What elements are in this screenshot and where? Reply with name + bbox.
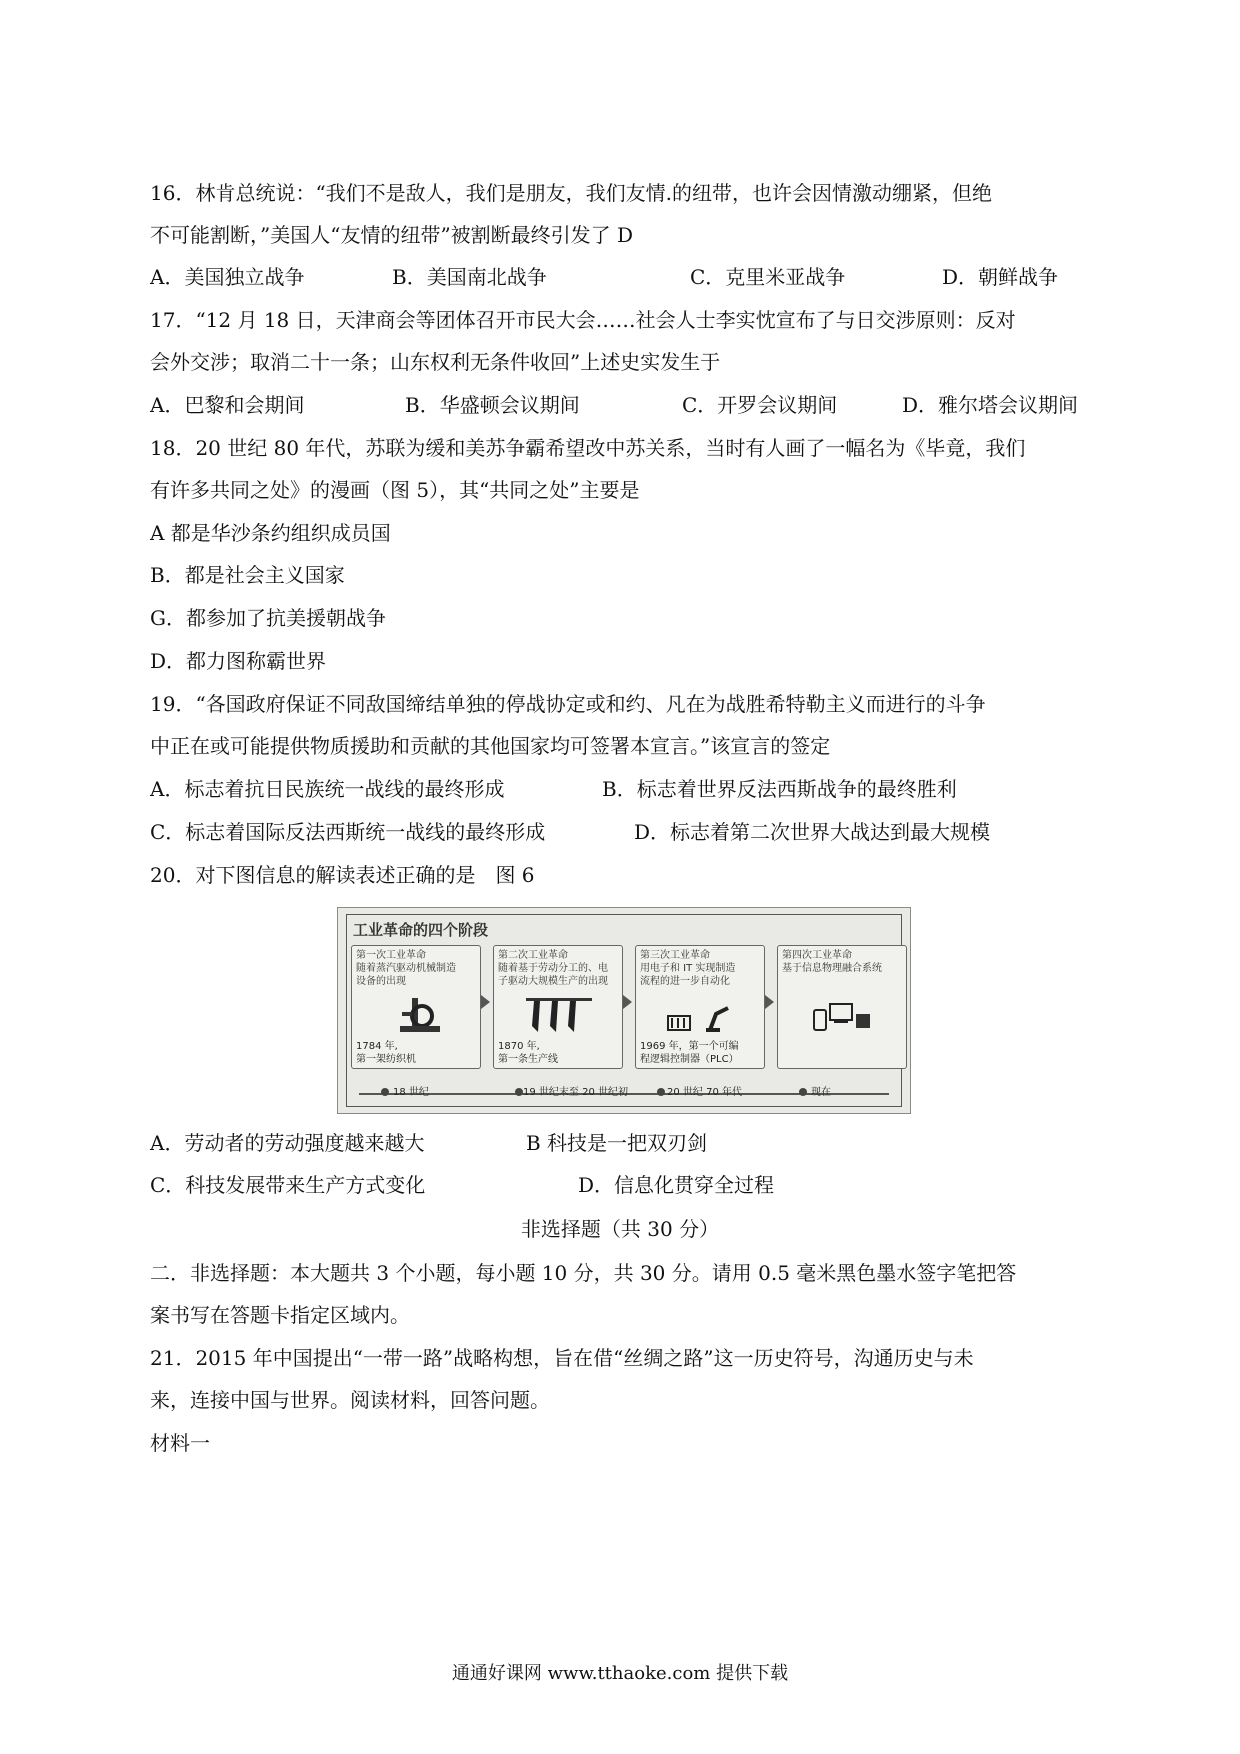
panel-3-foot-line1: 1969 年，第一个可编 xyxy=(640,1041,739,1052)
q18-option-b[interactable]: B．都是社会主义国家 xyxy=(150,563,345,587)
q16-stem-line2: 不可能割断，”美国人“友情的纽带”被割断最终引发了 D xyxy=(150,223,634,247)
panel-3-foot-line2: 程逻辑控制器（PLC） xyxy=(640,1054,739,1065)
panel-fourth-revolution xyxy=(777,945,907,1069)
q18-option-c[interactable]: G．都参加了抗美援朝战争 xyxy=(150,606,386,630)
timeline-dot-3 xyxy=(657,1088,665,1096)
timeline-dot-4 xyxy=(799,1088,807,1096)
q20-option-c[interactable]: C．科技发展带来生产方式变化 xyxy=(150,1173,426,1197)
devices-icon xyxy=(808,996,878,1036)
panel-1-head-line1: 第一次工业革命 xyxy=(356,950,426,961)
q18-stem-line1: 18．20 世纪 80 年代，苏联为缓和美苏争霸希望改中苏关系，当时有人画了一幅名为《毕竟，我们 xyxy=(150,436,1026,460)
q17-option-c[interactable]: C．开罗会议期间 xyxy=(682,393,838,417)
panel-4-head-line2: 基于信息物理融合系统 xyxy=(782,963,882,974)
figure-title: 工业革命的四个阶段 xyxy=(353,921,489,939)
panel-3-foot xyxy=(640,1040,739,1066)
robot-arm-icon xyxy=(666,996,736,1036)
section2-heading: 非选择题（共 30 分） xyxy=(520,1217,720,1241)
panel-1-head xyxy=(356,949,456,988)
q17-option-b[interactable]: B．华盛顿会议期间 xyxy=(405,393,580,417)
q20-stem: 20．对下图信息的解读表述正确的是 图 6 xyxy=(150,863,535,887)
panel-3-head-line3: 流程的进一步自动化 xyxy=(640,976,730,987)
q16-option-d[interactable]: D．朝鲜战争 xyxy=(942,265,1059,289)
q20-option-d[interactable]: D．信息化贯穿全过程 xyxy=(578,1173,775,1197)
q17-option-d[interactable]: D．雅尔塔会议期间 xyxy=(902,393,1079,417)
panel-3-head-line1: 第三次工业革命 xyxy=(640,950,710,961)
panel-2-head-line3: 子驱动大规模生产的出现 xyxy=(498,976,608,987)
panel-first-revolution xyxy=(351,945,481,1069)
q18-option-d[interactable]: D．都力图称霸世界 xyxy=(150,649,327,673)
q19-option-c[interactable]: C．标志着国际反法西斯统一战线的最终形成 xyxy=(150,820,546,844)
q20-option-a[interactable]: A．劳动者的劳动强度越来越大 xyxy=(150,1131,425,1155)
timeline-label-3: 20 世纪 70 年代 xyxy=(667,1087,742,1098)
q18-stem-line2: 有许多共同之处》的漫画（图 5），其“共同之处”主要是 xyxy=(150,478,640,502)
q20-option-b[interactable]: B 科技是一把双刃剑 xyxy=(526,1131,708,1155)
panel-1-foot xyxy=(356,1040,416,1066)
q21-stem-line2: 来，连接中国与世界。阅读材料，回答问题。 xyxy=(150,1388,550,1412)
panel-1-head-line2: 随着蒸汽驱动机械制造 xyxy=(356,963,456,974)
timeline-label-4: 现在 xyxy=(811,1087,831,1098)
production-line-icon xyxy=(524,996,594,1036)
panel-3-head xyxy=(640,949,735,988)
q19-option-a[interactable]: A．标志着抗日民族统一战线的最终形成 xyxy=(150,777,505,801)
q18-option-a[interactable]: A 都是华沙条约组织成员国 xyxy=(150,521,391,545)
section2-instructions-line2: 案书写在答题卡指定区域内。 xyxy=(150,1303,410,1327)
industrial-revolution-figure xyxy=(337,907,911,1114)
q21-stem-line1: 21．2015 年中国提出“一带一路”战略构想，旨在借“丝绸之路”这一历史符号，沟通历史与未 xyxy=(150,1346,974,1370)
timeline-dot-1 xyxy=(381,1088,389,1096)
panel-4-head-line1: 第四次工业革命 xyxy=(782,950,852,961)
panel-1-foot-line1: 1784 年, xyxy=(356,1041,398,1052)
page-footer: 通通好课网 www.tthaoke.com 提供下载 xyxy=(451,1663,789,1684)
panel-2-head-line1: 第二次工业革命 xyxy=(498,950,568,961)
arrow-1-icon xyxy=(481,995,490,1009)
q19-option-b[interactable]: B．标志着世界反法西斯战争的最终胜利 xyxy=(602,777,957,801)
figure-frame xyxy=(346,914,902,1107)
q21-material-label: 材料一 xyxy=(150,1431,210,1455)
panel-1-head-line3: 设备的出现 xyxy=(356,976,406,987)
panel-2-foot-line2: 第一条生产线 xyxy=(498,1054,558,1065)
panel-2-foot-line1: 1870 年, xyxy=(498,1041,540,1052)
q17-stem-line1: 17．“12 月 18 日，天津商会等团体召开市民大会……社会人士李实忱宣布了与日交涉原则：反对 xyxy=(150,308,1016,332)
q16-option-b[interactable]: B．美国南北战争 xyxy=(392,265,547,289)
arrow-3-icon xyxy=(765,995,774,1009)
q16-option-a[interactable]: A．美国独立战争 xyxy=(150,265,305,289)
q16-option-c[interactable]: C．克里米亚战争 xyxy=(690,265,846,289)
timeline-dot-2 xyxy=(515,1088,523,1096)
q19-stem-line2: 中正在或可能提供物质援助和贡献的其他国家均可签署本宣言。”该宣言的签定 xyxy=(150,734,831,758)
panel-2-foot xyxy=(498,1040,558,1066)
panel-2-head xyxy=(498,949,608,988)
q16-stem-line1: 16．林肯总统说：“我们不是敌人，我们是朋友，我们友情.的纽带，也许会因情激动绷紧，但绝 xyxy=(150,181,993,205)
timeline-label-1: 18 世纪 xyxy=(393,1087,429,1098)
panel-4-head xyxy=(782,949,882,975)
arrow-2-icon xyxy=(623,995,632,1009)
panel-2-head-line2: 随着基于劳动分工的、电 xyxy=(498,963,608,974)
q17-stem-line2: 会外交涉；取消二十一条；山东权利无条件收回”上述史实发生于 xyxy=(150,350,721,374)
q19-option-d[interactable]: D．标志着第二次世界大战达到最大规模 xyxy=(634,820,991,844)
q19-stem-line1: 19．“各国政府保证不同敌国缔结单独的停战协定或和约、凡在为战胜希特勒主义而进行的斗争 xyxy=(150,692,986,716)
panel-third-revolution xyxy=(635,945,765,1069)
panel-1-foot-line2: 第一架纺织机 xyxy=(356,1054,416,1065)
panel-second-revolution xyxy=(493,945,623,1069)
loom-icon xyxy=(382,996,452,1036)
q17-option-a[interactable]: A．巴黎和会期间 xyxy=(150,393,305,417)
section2-instructions-line1: 二．非选择题：本大题共 3 个小题，每小题 10 分，共 30 分。请用 0.5 毫米黑色墨水签字笔把答 xyxy=(150,1261,1017,1285)
timeline-label-2: 19 世纪末至 20 世纪初 xyxy=(523,1087,628,1098)
panel-3-head-line2: 用电子和 IT 实现制造 xyxy=(640,963,736,974)
